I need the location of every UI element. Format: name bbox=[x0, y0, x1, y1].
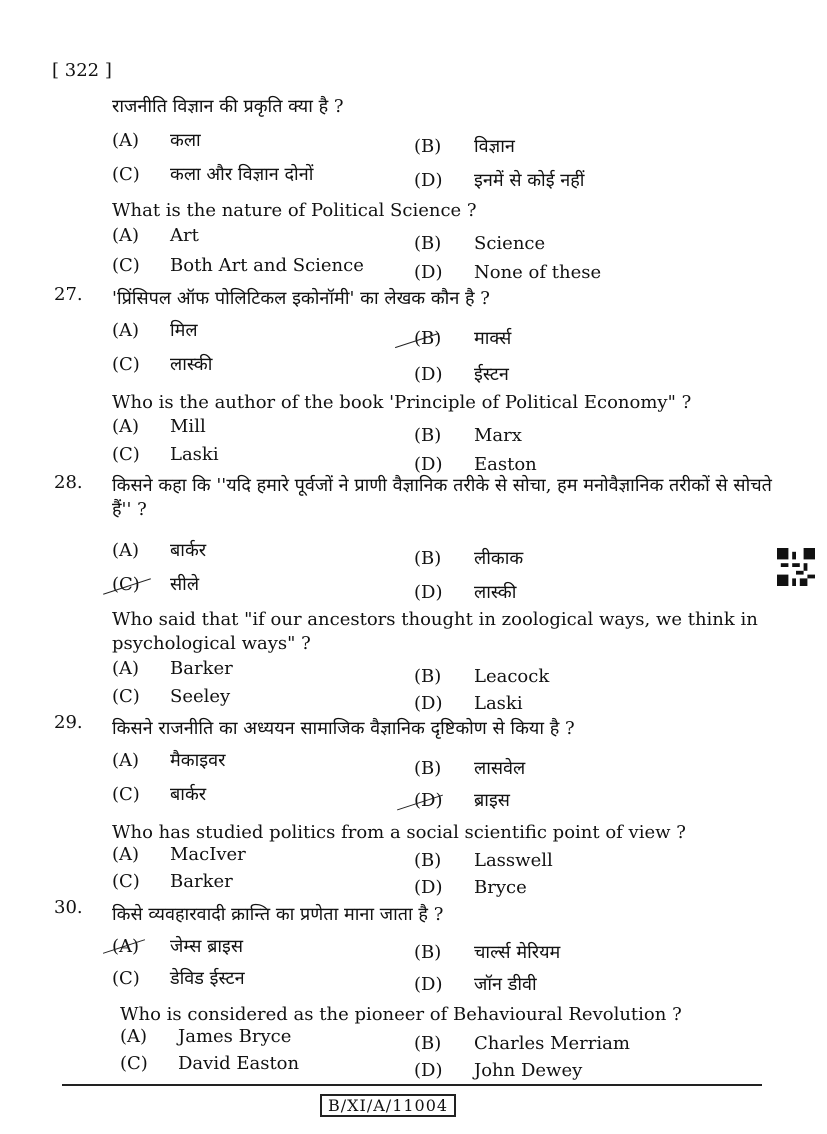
q28-hi-option-c: (C) सीले bbox=[112, 574, 200, 595]
q27-en-option-d: (D) Easton bbox=[414, 454, 537, 475]
q30-hi-option-d: (D) जॉन डीवी bbox=[414, 974, 537, 995]
q28-en-option-d: (D) Laski bbox=[414, 693, 523, 714]
q29-hi-option-c: (C) बार्कर bbox=[112, 784, 207, 805]
question-1-hindi-text: राजनीति विज्ञान की प्रकृति क्या है ? bbox=[112, 96, 344, 117]
q1-hi-option-d: (D) इनमें से कोई नहीं bbox=[414, 170, 585, 191]
q27-hi-option-d: (D) ईस्टन bbox=[414, 364, 509, 385]
question-27-hindi-text: 'प्रिंसिपल ऑफ पोलिटिकल इकोनॉमी' का लेखक कौन है ? bbox=[112, 288, 490, 309]
q28-en-option-a: (A) Barker bbox=[112, 658, 233, 679]
q28-hi-option-d: (D) लास्की bbox=[414, 582, 517, 603]
q1-hi-option-c: (C) कला और विज्ञान दोनों bbox=[112, 164, 314, 185]
footer-paper-code: B/XI/A/11004 bbox=[320, 1094, 456, 1117]
page-number: [ 322 ] bbox=[52, 60, 112, 81]
question-28-english-text: Who said that "if our ancestors thought in zoological ways, we think in psychological ways" ? bbox=[112, 609, 758, 654]
question-29-english-text: Who has studied politics from a social scientific point of view ? bbox=[112, 822, 686, 843]
question-27-number: 27. bbox=[54, 284, 83, 305]
q27-en-option-a: (A) Mill bbox=[112, 416, 206, 437]
q1-en-option-c: (C) Both Art and Science bbox=[112, 255, 364, 276]
q30-en-option-d: (D) John Dewey bbox=[414, 1060, 583, 1081]
q30-hi-option-a: (A) जेम्स ब्राइस bbox=[112, 936, 244, 957]
q1-hi-option-b: (B) विज्ञान bbox=[414, 136, 515, 157]
q27-hi-option-c: (C) लास्की bbox=[112, 354, 213, 375]
q29-hi-option-d: (D) ब्राइस bbox=[414, 790, 510, 811]
q28-hi-option-b: (B) लीकाक bbox=[414, 548, 524, 569]
question-30-hindi-text: किसे व्यवहारवादी क्रान्ति का प्रणेता माना जाता है ? bbox=[112, 904, 444, 925]
q27-en-option-b: (B) Marx bbox=[414, 425, 522, 446]
q28-en-option-b: (B) Leacock bbox=[414, 666, 550, 687]
question-29-hindi-text: किसने राजनीति का अध्ययन सामाजिक वैज्ञानिक दृष्टिकोण से किया है ? bbox=[112, 718, 575, 739]
question-1-english-text: What is the nature of Political Science ? bbox=[112, 200, 477, 221]
q30-en-option-a: (A) James Bryce bbox=[120, 1026, 292, 1047]
footer-divider bbox=[62, 1084, 762, 1086]
q1-hi-option-a: (A) कला bbox=[112, 130, 201, 151]
q30-en-option-b: (B) Charles Merriam bbox=[414, 1033, 630, 1054]
q28-en-option-c: (C) Seeley bbox=[112, 686, 231, 707]
q29-hi-option-a: (A) मैकाइवर bbox=[112, 750, 226, 771]
q29-en-option-a: (A) MacIver bbox=[112, 844, 246, 865]
q29-hi-option-b: (B) लासवेल bbox=[414, 758, 526, 779]
q27-hi-option-b: (B) मार्क्स bbox=[414, 328, 512, 349]
qr-code-icon bbox=[776, 548, 816, 586]
question-27-english-text: Who is the author of the book 'Principle of Political Economy" ? bbox=[112, 392, 692, 413]
q27-hi-option-a: (A) मिल bbox=[112, 320, 198, 341]
question-30-number: 30. bbox=[54, 897, 83, 918]
q1-en-option-a: (A) Art bbox=[112, 225, 199, 246]
q30-hi-option-b: (B) चार्ल्स मेरियम bbox=[414, 942, 561, 963]
q29-en-option-c: (C) Barker bbox=[112, 871, 233, 892]
q29-en-option-b: (B) Lasswell bbox=[414, 850, 553, 871]
q1-en-option-d: (D) None of these bbox=[414, 262, 602, 283]
question-29-number: 29. bbox=[54, 712, 83, 733]
question-28-hindi-text: किसने कहा कि ''यदि हमारे पूर्वजों ने प्राणी वैज्ञानिक तरीके से सोचा, हम मनोवैज्ञानिक तरीकों से सोचते हैं'' ? bbox=[112, 475, 772, 520]
q27-en-option-c: (C) Laski bbox=[112, 444, 219, 465]
q29-en-option-d: (D) Bryce bbox=[414, 877, 527, 898]
q30-hi-option-c: (C) डेविड ईस्टन bbox=[112, 968, 245, 989]
q1-en-option-b: (B) Science bbox=[414, 233, 546, 254]
q30-en-option-c: (C) David Easton bbox=[120, 1053, 300, 1074]
q28-hi-option-a: (A) बार्कर bbox=[112, 540, 207, 561]
question-28-number: 28. bbox=[54, 472, 83, 493]
question-30-english-text: Who is considered as the pioneer of Behavioural Revolution ? bbox=[120, 1004, 682, 1025]
